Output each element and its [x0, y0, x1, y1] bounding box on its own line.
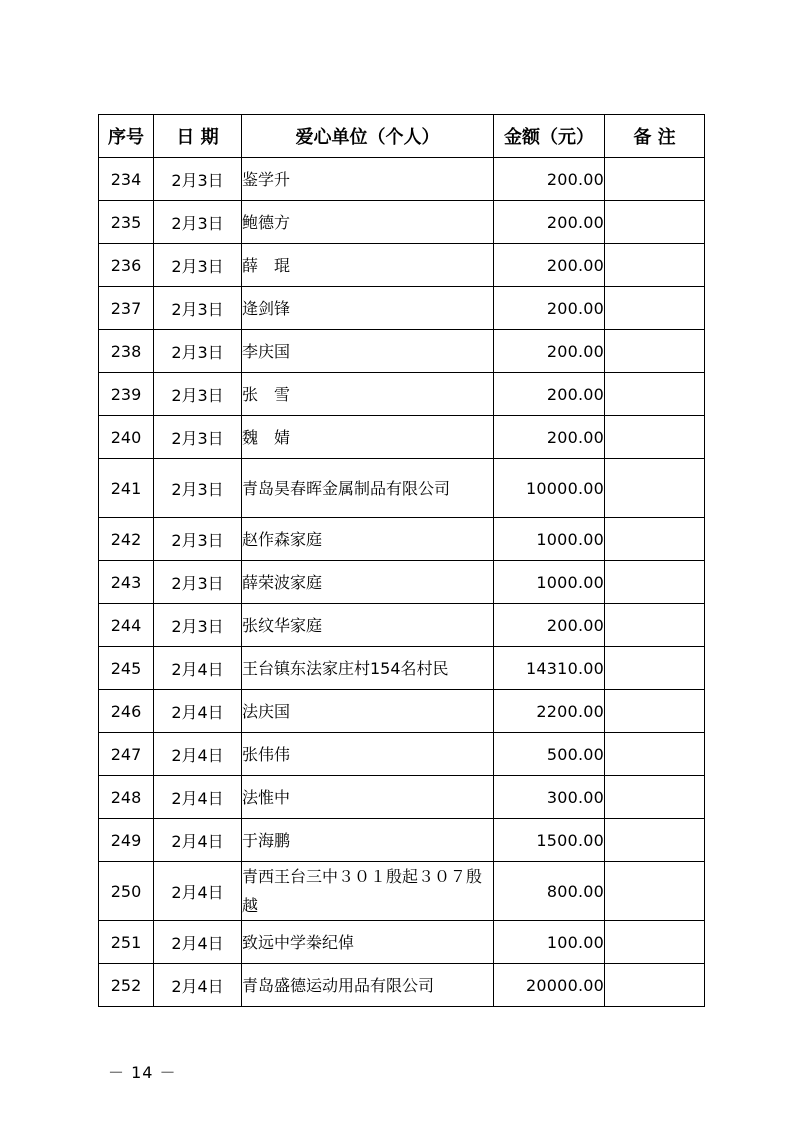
table-row [99, 330, 705, 373]
cell-seq: 235 [99, 201, 154, 244]
cell-donor: 魏 婧 [242, 416, 494, 459]
cell-date: 2月4日 [154, 733, 242, 776]
cell-note [605, 964, 705, 1007]
cell-amount: 1500.00 [494, 819, 605, 862]
cell-seq: 240 [99, 416, 154, 459]
cell-seq: 252 [99, 964, 154, 1007]
cell-note [605, 287, 705, 330]
cell-note [605, 690, 705, 733]
cell-donor: 法庆国 [242, 690, 494, 733]
table-row [99, 459, 705, 518]
cell-date: 2月3日 [154, 330, 242, 373]
header-date: 日 期 [154, 115, 242, 158]
cell-seq: 237 [99, 287, 154, 330]
table-row [99, 647, 705, 690]
cell-date: 2月4日 [154, 819, 242, 862]
cell-amount: 200.00 [494, 158, 605, 201]
table-row [99, 921, 705, 964]
cell-donor: 逄剑锋 [242, 287, 494, 330]
cell-seq: 246 [99, 690, 154, 733]
cell-note [605, 201, 705, 244]
cell-note [605, 561, 705, 604]
cell-donor: 赵作森家庭 [242, 518, 494, 561]
cell-date: 2月3日 [154, 244, 242, 287]
cell-donor: 致远中学桊纪倬 [242, 921, 494, 964]
cell-date: 2月4日 [154, 690, 242, 733]
cell-date: 2月4日 [154, 862, 242, 921]
table-row [99, 518, 705, 561]
table-body [99, 158, 705, 1007]
table-row [99, 158, 705, 201]
cell-amount: 200.00 [494, 287, 605, 330]
cell-date: 2月3日 [154, 518, 242, 561]
header-donor: 爱心单位（个人） [242, 115, 494, 158]
cell-seq: 245 [99, 647, 154, 690]
table-row [99, 287, 705, 330]
cell-amount: 200.00 [494, 373, 605, 416]
cell-note [605, 819, 705, 862]
cell-date: 2月3日 [154, 561, 242, 604]
cell-note [605, 862, 705, 921]
cell-amount: 20000.00 [494, 964, 605, 1007]
header-seq: 序号 [99, 115, 154, 158]
cell-donor: 于海鹏 [242, 819, 494, 862]
cell-note [605, 518, 705, 561]
table-row [99, 373, 705, 416]
table-row [99, 416, 705, 459]
cell-note [605, 921, 705, 964]
cell-seq: 250 [99, 862, 154, 921]
cell-donor: 法惟中 [242, 776, 494, 819]
cell-amount: 300.00 [494, 776, 605, 819]
table-row [99, 776, 705, 819]
cell-donor: 薛 琨 [242, 244, 494, 287]
cell-note [605, 416, 705, 459]
cell-donor: 鲍德方 [242, 201, 494, 244]
cell-date: 2月3日 [154, 416, 242, 459]
cell-amount: 800.00 [494, 862, 605, 921]
cell-donor: 张 雪 [242, 373, 494, 416]
cell-date: 2月3日 [154, 201, 242, 244]
cell-seq: 242 [99, 518, 154, 561]
cell-donor: 王台镇东法家庄村154名村民 [242, 647, 494, 690]
cell-note [605, 330, 705, 373]
cell-donor: 青岛盛德运动用品有限公司 [242, 964, 494, 1007]
cell-amount: 500.00 [494, 733, 605, 776]
cell-date: 2月4日 [154, 647, 242, 690]
cell-donor: 李庆国 [242, 330, 494, 373]
cell-note [605, 373, 705, 416]
table-row [99, 964, 705, 1007]
page-number: － 14 － [108, 1063, 177, 1082]
cell-note [605, 733, 705, 776]
cell-note [605, 776, 705, 819]
cell-amount: 200.00 [494, 416, 605, 459]
donation-table [98, 114, 705, 1007]
cell-seq: 241 [99, 459, 154, 518]
table-row [99, 819, 705, 862]
cell-seq: 249 [99, 819, 154, 862]
cell-date: 2月3日 [154, 287, 242, 330]
cell-seq: 248 [99, 776, 154, 819]
cell-note [605, 244, 705, 287]
cell-amount: 1000.00 [494, 518, 605, 561]
cell-amount: 200.00 [494, 201, 605, 244]
cell-note [605, 647, 705, 690]
cell-note [605, 459, 705, 518]
cell-donor: 薛荣波家庭 [242, 561, 494, 604]
table-row [99, 690, 705, 733]
cell-donor: 青西王台三中３０１殷起３０７殷越 [242, 862, 494, 921]
cell-date: 2月3日 [154, 459, 242, 518]
table-row [99, 733, 705, 776]
cell-amount: 2200.00 [494, 690, 605, 733]
cell-seq: 247 [99, 733, 154, 776]
cell-amount: 200.00 [494, 330, 605, 373]
cell-amount: 100.00 [494, 921, 605, 964]
cell-date: 2月3日 [154, 604, 242, 647]
cell-amount: 200.00 [494, 244, 605, 287]
cell-amount: 14310.00 [494, 647, 605, 690]
cell-seq: 244 [99, 604, 154, 647]
cell-donor: 青岛昊春晖金属制品有限公司 [242, 459, 494, 518]
table-row [99, 561, 705, 604]
cell-seq: 236 [99, 244, 154, 287]
cell-amount: 200.00 [494, 604, 605, 647]
cell-note [605, 604, 705, 647]
cell-seq: 243 [99, 561, 154, 604]
table-row [99, 201, 705, 244]
cell-seq: 251 [99, 921, 154, 964]
cell-date: 2月4日 [154, 776, 242, 819]
cell-date: 2月4日 [154, 921, 242, 964]
cell-date: 2月3日 [154, 373, 242, 416]
cell-date: 2月3日 [154, 158, 242, 201]
cell-donor: 张伟伟 [242, 733, 494, 776]
header-note: 备 注 [605, 115, 705, 158]
cell-amount: 10000.00 [494, 459, 605, 518]
cell-date: 2月4日 [154, 964, 242, 1007]
cell-seq: 239 [99, 373, 154, 416]
header-amount: 金额（元） [494, 115, 605, 158]
cell-seq: 234 [99, 158, 154, 201]
cell-note [605, 158, 705, 201]
table-row [99, 862, 705, 921]
cell-seq: 238 [99, 330, 154, 373]
cell-donor: 张纹华家庭 [242, 604, 494, 647]
table-header-row [99, 115, 705, 158]
table-row [99, 244, 705, 287]
cell-donor: 鉴学升 [242, 158, 494, 201]
table-row [99, 604, 705, 647]
cell-amount: 1000.00 [494, 561, 605, 604]
